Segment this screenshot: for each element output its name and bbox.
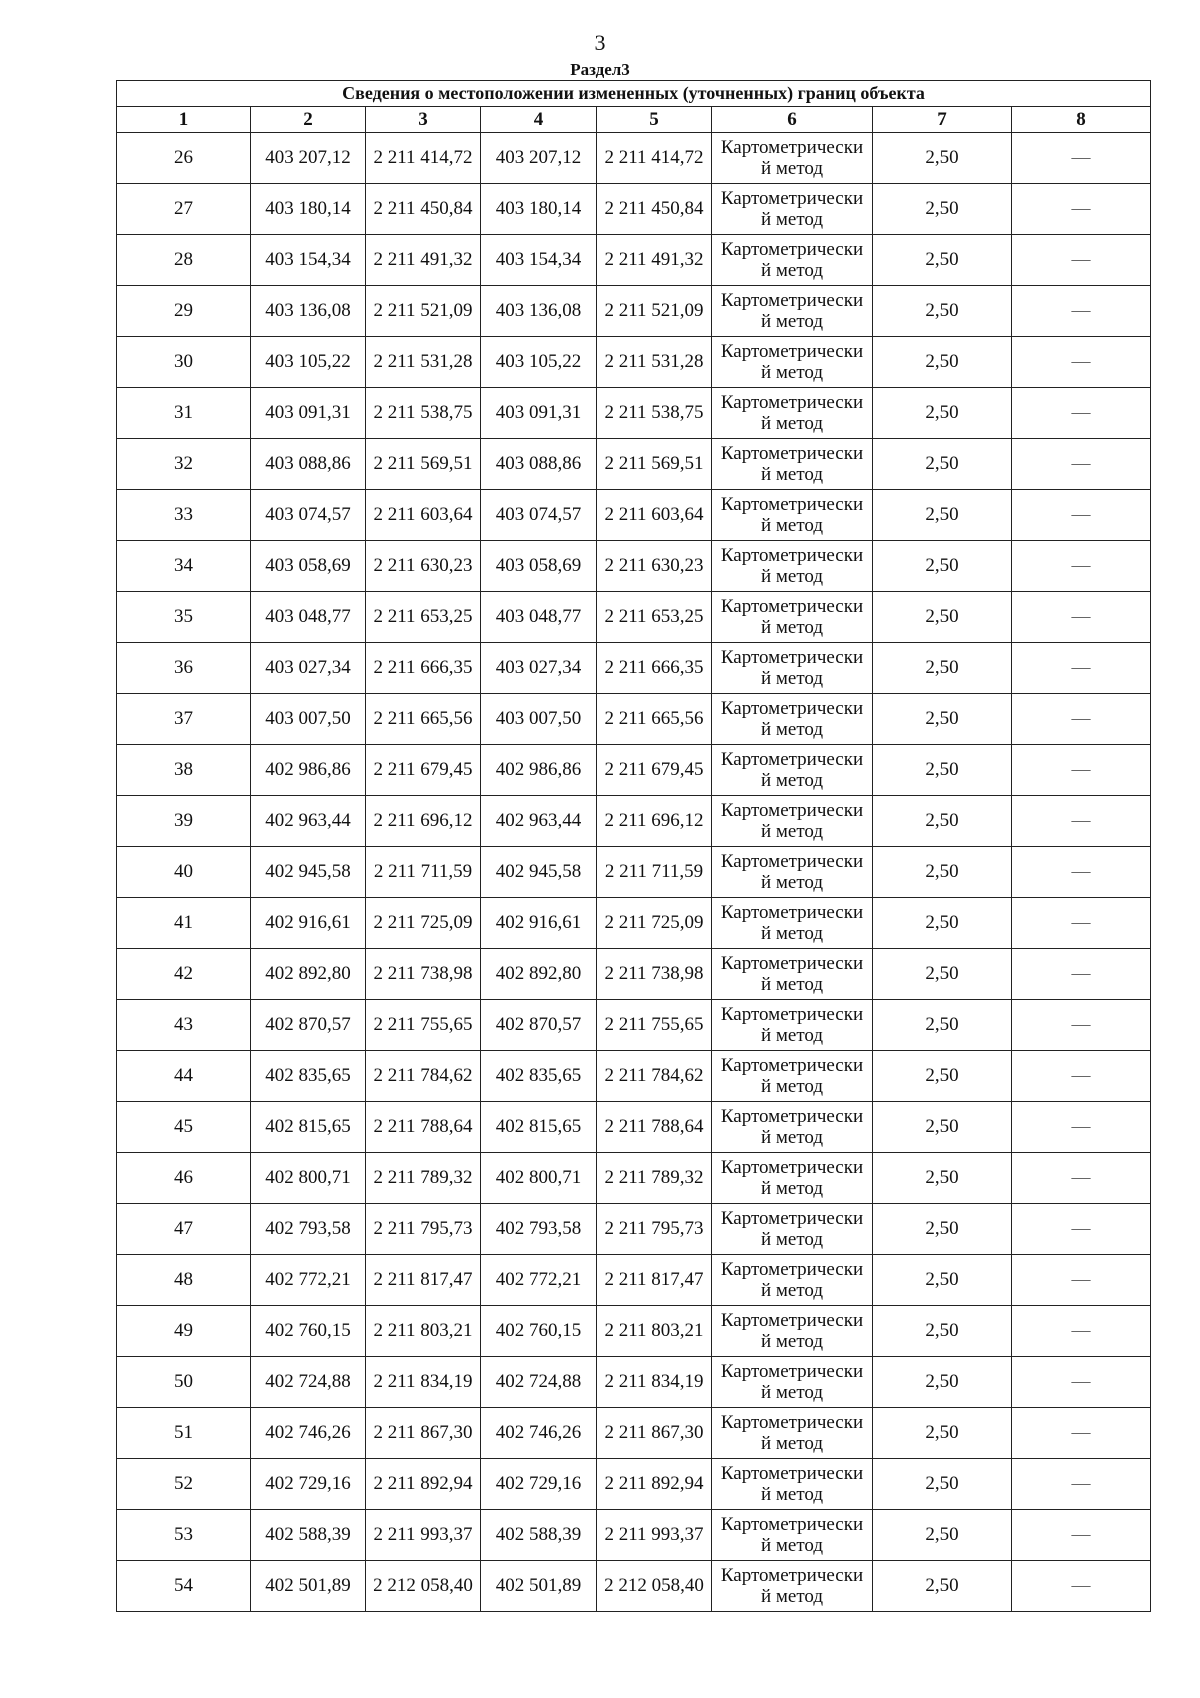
accuracy-cell: 2,50 — [873, 388, 1012, 439]
x-existing-cell: 403 027,34 — [251, 643, 366, 694]
accuracy-cell: 2,50 — [873, 1204, 1012, 1255]
column-number: 8 — [1012, 107, 1151, 133]
description-cell: — — [1012, 388, 1151, 439]
y-existing-cell: 2 211 784,62 — [366, 1051, 481, 1102]
x-existing-cell: 403 091,31 — [251, 388, 366, 439]
description-cell: — — [1012, 439, 1151, 490]
y-refined-cell: 2 211 491,32 — [597, 235, 712, 286]
description-cell: — — [1012, 235, 1151, 286]
y-refined-cell: 2 211 711,59 — [597, 847, 712, 898]
table-row — [117, 643, 1151, 694]
x-existing-cell: 402 746,26 — [251, 1408, 366, 1459]
table-caption: Сведения о местоположении измененных (уточненных) границ объекта — [117, 81, 1151, 107]
x-refined-cell: 403 058,69 — [481, 541, 597, 592]
accuracy-cell: 2,50 — [873, 1561, 1012, 1612]
x-refined-cell: 402 963,44 — [481, 796, 597, 847]
y-refined-cell: 2 211 867,30 — [597, 1408, 712, 1459]
table-row — [117, 1102, 1151, 1153]
description-cell: — — [1012, 1051, 1151, 1102]
y-refined-cell: 2 211 738,98 — [597, 949, 712, 1000]
y-existing-cell: 2 211 666,35 — [366, 643, 481, 694]
table-row — [117, 592, 1151, 643]
point-number-cell: 31 — [117, 388, 251, 439]
description-cell: — — [1012, 898, 1151, 949]
y-existing-cell: 2 211 665,56 — [366, 694, 481, 745]
page-number: 3 — [594, 30, 606, 55]
y-existing-cell: 2 211 993,37 — [366, 1510, 481, 1561]
x-refined-cell: 402 772,21 — [481, 1255, 597, 1306]
y-existing-cell: 2 211 531,28 — [366, 337, 481, 388]
point-number-cell: 41 — [117, 898, 251, 949]
x-refined-cell: 403 105,22 — [481, 337, 597, 388]
y-existing-cell: 2 211 521,09 — [366, 286, 481, 337]
point-number-cell: 50 — [117, 1357, 251, 1408]
column-number: 5 — [597, 107, 712, 133]
description-cell: — — [1012, 286, 1151, 337]
accuracy-cell: 2,50 — [873, 898, 1012, 949]
description-cell: — — [1012, 184, 1151, 235]
y-existing-cell: 2 211 696,12 — [366, 796, 481, 847]
x-existing-cell: 402 963,44 — [251, 796, 366, 847]
description-cell: — — [1012, 796, 1151, 847]
y-refined-cell: 2 211 993,37 — [597, 1510, 712, 1561]
x-existing-cell: 402 760,15 — [251, 1306, 366, 1357]
description-cell: — — [1012, 1510, 1151, 1561]
point-number-cell: 43 — [117, 1000, 251, 1051]
x-refined-cell: 403 048,77 — [481, 592, 597, 643]
accuracy-cell: 2,50 — [873, 235, 1012, 286]
table-row — [117, 745, 1151, 796]
accuracy-cell: 2,50 — [873, 1153, 1012, 1204]
y-existing-cell: 2 211 630,23 — [366, 541, 481, 592]
table-row — [117, 490, 1151, 541]
x-refined-cell: 403 088,86 — [481, 439, 597, 490]
point-number-cell: 30 — [117, 337, 251, 388]
method-cell: Картометрически й метод — [712, 592, 873, 643]
description-cell: — — [1012, 1000, 1151, 1051]
y-refined-cell: 2 211 755,65 — [597, 1000, 712, 1051]
column-number: 1 — [117, 107, 251, 133]
y-existing-cell: 2 211 795,73 — [366, 1204, 481, 1255]
boundary-coordinates-table — [116, 80, 1151, 1612]
point-number-cell: 28 — [117, 235, 251, 286]
y-existing-cell: 2 211 711,59 — [366, 847, 481, 898]
method-cell: Картометрически й метод — [712, 1357, 873, 1408]
y-refined-cell: 2 211 803,21 — [597, 1306, 712, 1357]
table-row — [117, 1306, 1151, 1357]
x-existing-cell: 403 207,12 — [251, 133, 366, 184]
method-cell: Картометрически й метод — [712, 286, 873, 337]
table-row — [117, 439, 1151, 490]
x-existing-cell: 403 058,69 — [251, 541, 366, 592]
table-row — [117, 796, 1151, 847]
y-existing-cell: 2 211 755,65 — [366, 1000, 481, 1051]
table-row — [117, 1510, 1151, 1561]
method-cell: Картометрически й метод — [712, 1459, 873, 1510]
x-refined-cell: 403 091,31 — [481, 388, 597, 439]
y-refined-cell: 2 211 653,25 — [597, 592, 712, 643]
accuracy-cell: 2,50 — [873, 439, 1012, 490]
point-number-cell: 33 — [117, 490, 251, 541]
accuracy-cell: 2,50 — [873, 1357, 1012, 1408]
accuracy-cell: 2,50 — [873, 796, 1012, 847]
x-existing-cell: 402 588,39 — [251, 1510, 366, 1561]
table-row — [117, 286, 1151, 337]
accuracy-cell: 2,50 — [873, 1051, 1012, 1102]
method-cell: Картометрически й метод — [712, 796, 873, 847]
point-number-cell: 53 — [117, 1510, 251, 1561]
x-refined-cell: 402 815,65 — [481, 1102, 597, 1153]
y-existing-cell: 2 211 653,25 — [366, 592, 481, 643]
accuracy-cell: 2,50 — [873, 133, 1012, 184]
column-number-row — [117, 107, 1151, 133]
x-refined-cell: 402 729,16 — [481, 1459, 597, 1510]
point-number-cell: 54 — [117, 1561, 251, 1612]
x-existing-cell: 402 793,58 — [251, 1204, 366, 1255]
method-cell: Картометрически й метод — [712, 1255, 873, 1306]
y-refined-cell: 2 211 630,23 — [597, 541, 712, 592]
point-number-cell: 39 — [117, 796, 251, 847]
x-existing-cell: 402 945,58 — [251, 847, 366, 898]
y-existing-cell: 2 211 803,21 — [366, 1306, 481, 1357]
x-existing-cell: 403 136,08 — [251, 286, 366, 337]
y-existing-cell: 2 211 414,72 — [366, 133, 481, 184]
description-cell: — — [1012, 490, 1151, 541]
method-cell: Картометрически й метод — [712, 1051, 873, 1102]
description-cell: — — [1012, 694, 1151, 745]
y-refined-cell: 2 211 725,09 — [597, 898, 712, 949]
table-row — [117, 1459, 1151, 1510]
table-row — [117, 388, 1151, 439]
accuracy-cell: 2,50 — [873, 337, 1012, 388]
x-existing-cell: 403 048,77 — [251, 592, 366, 643]
accuracy-cell: 2,50 — [873, 1459, 1012, 1510]
accuracy-cell: 2,50 — [873, 643, 1012, 694]
y-existing-cell: 2 211 569,51 — [366, 439, 481, 490]
table-row — [117, 1204, 1151, 1255]
y-existing-cell: 2 211 834,19 — [366, 1357, 481, 1408]
y-existing-cell: 2 212 058,40 — [366, 1561, 481, 1612]
x-refined-cell: 403 136,08 — [481, 286, 597, 337]
column-number: 4 — [481, 107, 597, 133]
y-refined-cell: 2 211 521,09 — [597, 286, 712, 337]
method-cell: Картометрически й метод — [712, 337, 873, 388]
x-refined-cell: 402 892,80 — [481, 949, 597, 1000]
x-refined-cell: 403 074,57 — [481, 490, 597, 541]
x-refined-cell: 403 027,34 — [481, 643, 597, 694]
y-refined-cell: 2 212 058,40 — [597, 1561, 712, 1612]
method-cell: Картометрически й метод — [712, 847, 873, 898]
table-row — [117, 694, 1151, 745]
accuracy-cell: 2,50 — [873, 694, 1012, 745]
description-cell: — — [1012, 541, 1151, 592]
y-refined-cell: 2 211 789,32 — [597, 1153, 712, 1204]
accuracy-cell: 2,50 — [873, 184, 1012, 235]
y-existing-cell: 2 211 892,94 — [366, 1459, 481, 1510]
point-number-cell: 26 — [117, 133, 251, 184]
method-cell: Картометрически й метод — [712, 745, 873, 796]
y-refined-cell: 2 211 531,28 — [597, 337, 712, 388]
column-number: 6 — [712, 107, 873, 133]
method-cell: Картометрически й метод — [712, 1102, 873, 1153]
x-existing-cell: 402 724,88 — [251, 1357, 366, 1408]
y-existing-cell: 2 211 789,32 — [366, 1153, 481, 1204]
x-existing-cell: 402 870,57 — [251, 1000, 366, 1051]
description-cell: — — [1012, 1255, 1151, 1306]
x-existing-cell: 403 154,34 — [251, 235, 366, 286]
point-number-cell: 45 — [117, 1102, 251, 1153]
x-refined-cell: 402 945,58 — [481, 847, 597, 898]
table-row — [117, 898, 1151, 949]
point-number-cell: 49 — [117, 1306, 251, 1357]
point-number-cell: 52 — [117, 1459, 251, 1510]
method-cell: Картометрически й метод — [712, 694, 873, 745]
description-cell: — — [1012, 1306, 1151, 1357]
description-cell: — — [1012, 1408, 1151, 1459]
accuracy-cell: 2,50 — [873, 1255, 1012, 1306]
table-body — [117, 133, 1151, 1612]
table-row — [117, 1561, 1151, 1612]
table-row — [117, 1000, 1151, 1051]
y-refined-cell: 2 211 795,73 — [597, 1204, 712, 1255]
method-cell: Картометрически й метод — [712, 1408, 873, 1459]
x-refined-cell: 403 207,12 — [481, 133, 597, 184]
description-cell: — — [1012, 592, 1151, 643]
point-number-cell: 48 — [117, 1255, 251, 1306]
point-number-cell: 34 — [117, 541, 251, 592]
accuracy-cell: 2,50 — [873, 541, 1012, 592]
x-refined-cell: 403 154,34 — [481, 235, 597, 286]
y-refined-cell: 2 211 679,45 — [597, 745, 712, 796]
table-row — [117, 184, 1151, 235]
method-cell: Картометрически й метод — [712, 643, 873, 694]
y-existing-cell: 2 211 491,32 — [366, 235, 481, 286]
x-existing-cell: 403 074,57 — [251, 490, 366, 541]
accuracy-cell: 2,50 — [873, 286, 1012, 337]
point-number-cell: 40 — [117, 847, 251, 898]
y-existing-cell: 2 211 817,47 — [366, 1255, 481, 1306]
y-refined-cell: 2 211 569,51 — [597, 439, 712, 490]
x-existing-cell: 403 007,50 — [251, 694, 366, 745]
x-existing-cell: 402 892,80 — [251, 949, 366, 1000]
method-cell: Картометрически й метод — [712, 1561, 873, 1612]
x-existing-cell: 402 986,86 — [251, 745, 366, 796]
table-row — [117, 133, 1151, 184]
y-refined-cell: 2 211 603,64 — [597, 490, 712, 541]
y-existing-cell: 2 211 738,98 — [366, 949, 481, 1000]
point-number-cell: 32 — [117, 439, 251, 490]
description-cell: — — [1012, 1102, 1151, 1153]
y-refined-cell: 2 211 784,62 — [597, 1051, 712, 1102]
table-row — [117, 1357, 1151, 1408]
x-refined-cell: 403 180,14 — [481, 184, 597, 235]
table-row — [117, 949, 1151, 1000]
x-existing-cell: 402 815,65 — [251, 1102, 366, 1153]
method-cell: Картометрически й метод — [712, 490, 873, 541]
y-refined-cell: 2 211 450,84 — [597, 184, 712, 235]
accuracy-cell: 2,50 — [873, 1510, 1012, 1561]
table-row — [117, 1153, 1151, 1204]
method-cell: Картометрически й метод — [712, 1000, 873, 1051]
method-cell: Картометрически й метод — [712, 439, 873, 490]
description-cell: — — [1012, 1459, 1151, 1510]
description-cell: — — [1012, 1561, 1151, 1612]
x-refined-cell: 402 835,65 — [481, 1051, 597, 1102]
x-refined-cell: 402 800,71 — [481, 1153, 597, 1204]
y-refined-cell: 2 211 666,35 — [597, 643, 712, 694]
x-existing-cell: 403 180,14 — [251, 184, 366, 235]
accuracy-cell: 2,50 — [873, 1000, 1012, 1051]
column-number: 7 — [873, 107, 1012, 133]
method-cell: Картометрически й метод — [712, 184, 873, 235]
x-refined-cell: 402 760,15 — [481, 1306, 597, 1357]
table-row — [117, 1255, 1151, 1306]
table-row — [117, 337, 1151, 388]
point-number-cell: 47 — [117, 1204, 251, 1255]
description-cell: — — [1012, 643, 1151, 694]
accuracy-cell: 2,50 — [873, 1408, 1012, 1459]
x-existing-cell: 403 088,86 — [251, 439, 366, 490]
point-number-cell: 51 — [117, 1408, 251, 1459]
x-existing-cell: 402 501,89 — [251, 1561, 366, 1612]
description-cell: — — [1012, 1357, 1151, 1408]
point-number-cell: 44 — [117, 1051, 251, 1102]
y-existing-cell: 2 211 450,84 — [366, 184, 481, 235]
description-cell: — — [1012, 1153, 1151, 1204]
table-row — [117, 847, 1151, 898]
y-existing-cell: 2 211 679,45 — [366, 745, 481, 796]
accuracy-cell: 2,50 — [873, 490, 1012, 541]
x-existing-cell: 402 729,16 — [251, 1459, 366, 1510]
x-refined-cell: 402 986,86 — [481, 745, 597, 796]
method-cell: Картометрически й метод — [712, 541, 873, 592]
method-cell: Картометрически й метод — [712, 949, 873, 1000]
x-refined-cell: 403 007,50 — [481, 694, 597, 745]
table-row — [117, 235, 1151, 286]
description-cell: — — [1012, 133, 1151, 184]
method-cell: Картометрически й метод — [712, 388, 873, 439]
y-refined-cell: 2 211 696,12 — [597, 796, 712, 847]
accuracy-cell: 2,50 — [873, 1306, 1012, 1357]
accuracy-cell: 2,50 — [873, 592, 1012, 643]
method-cell: Картометрически й метод — [712, 1204, 873, 1255]
description-cell: — — [1012, 949, 1151, 1000]
point-number-cell: 46 — [117, 1153, 251, 1204]
y-refined-cell: 2 211 892,94 — [597, 1459, 712, 1510]
y-existing-cell: 2 211 867,30 — [366, 1408, 481, 1459]
point-number-cell: 27 — [117, 184, 251, 235]
method-cell: Картометрически й метод — [712, 1153, 873, 1204]
method-cell: Картометрически й метод — [712, 1510, 873, 1561]
y-refined-cell: 2 211 665,56 — [597, 694, 712, 745]
y-existing-cell: 2 211 538,75 — [366, 388, 481, 439]
accuracy-cell: 2,50 — [873, 949, 1012, 1000]
y-existing-cell: 2 211 725,09 — [366, 898, 481, 949]
method-cell: Картометрически й метод — [712, 133, 873, 184]
x-refined-cell: 402 588,39 — [481, 1510, 597, 1561]
point-number-cell: 37 — [117, 694, 251, 745]
description-cell: — — [1012, 745, 1151, 796]
x-refined-cell: 402 501,89 — [481, 1561, 597, 1612]
x-refined-cell: 402 916,61 — [481, 898, 597, 949]
column-number: 2 — [251, 107, 366, 133]
x-existing-cell: 403 105,22 — [251, 337, 366, 388]
point-number-cell: 29 — [117, 286, 251, 337]
x-refined-cell: 402 724,88 — [481, 1357, 597, 1408]
y-refined-cell: 2 211 817,47 — [597, 1255, 712, 1306]
x-refined-cell: 402 746,26 — [481, 1408, 597, 1459]
table-row — [117, 1408, 1151, 1459]
x-existing-cell: 402 835,65 — [251, 1051, 366, 1102]
x-refined-cell: 402 793,58 — [481, 1204, 597, 1255]
y-refined-cell: 2 211 414,72 — [597, 133, 712, 184]
method-cell: Картометрически й метод — [712, 1306, 873, 1357]
x-existing-cell: 402 800,71 — [251, 1153, 366, 1204]
point-number-cell: 35 — [117, 592, 251, 643]
method-cell: Картометрически й метод — [712, 235, 873, 286]
point-number-cell: 36 — [117, 643, 251, 694]
accuracy-cell: 2,50 — [873, 745, 1012, 796]
accuracy-cell: 2,50 — [873, 1102, 1012, 1153]
x-existing-cell: 402 772,21 — [251, 1255, 366, 1306]
y-refined-cell: 2 211 538,75 — [597, 388, 712, 439]
description-cell: — — [1012, 337, 1151, 388]
x-refined-cell: 402 870,57 — [481, 1000, 597, 1051]
description-cell: — — [1012, 1204, 1151, 1255]
section-title: Раздел3 — [570, 60, 630, 79]
x-existing-cell: 402 916,61 — [251, 898, 366, 949]
method-cell: Картометрически й метод — [712, 898, 873, 949]
y-existing-cell: 2 211 788,64 — [366, 1102, 481, 1153]
table-row — [117, 541, 1151, 592]
y-existing-cell: 2 211 603,64 — [366, 490, 481, 541]
table-row — [117, 1051, 1151, 1102]
point-number-cell: 42 — [117, 949, 251, 1000]
accuracy-cell: 2,50 — [873, 847, 1012, 898]
y-refined-cell: 2 211 788,64 — [597, 1102, 712, 1153]
column-number: 3 — [366, 107, 481, 133]
y-refined-cell: 2 211 834,19 — [597, 1357, 712, 1408]
point-number-cell: 38 — [117, 745, 251, 796]
description-cell: — — [1012, 847, 1151, 898]
